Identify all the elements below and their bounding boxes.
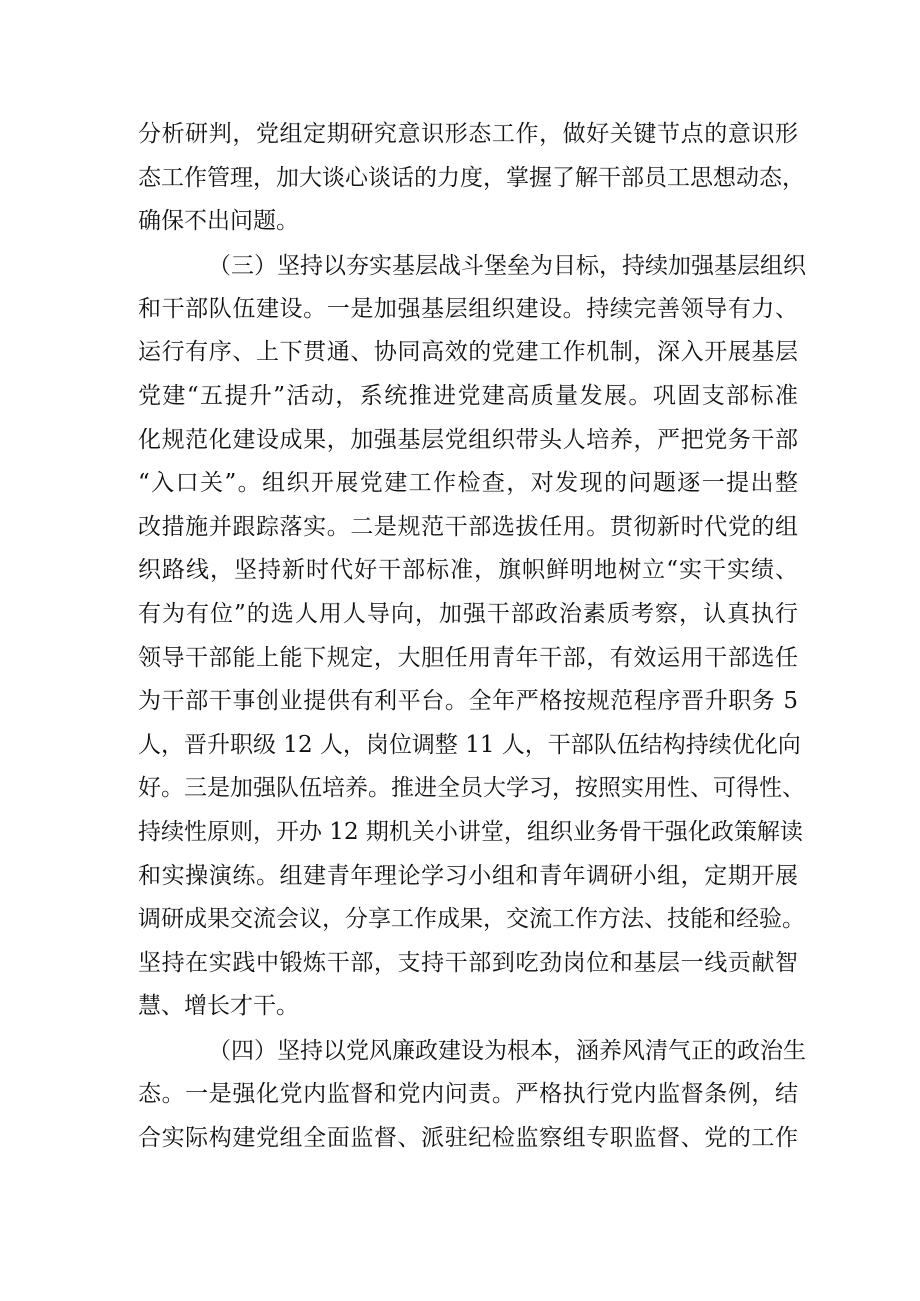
text-line: “入口关”。组织开展党建工作检查，对发现的问题逐一提出整 — [138, 470, 798, 496]
text-line: 调研成果交流会议，分享工作成果，交流工作方法、技能和经验。 — [138, 906, 805, 932]
text-line: 为干部干事创业提供有利平台。全年严格按规范程序晋升职务 5 — [138, 688, 798, 714]
text-line: 态工作管理，加大谈心谈话的力度，掌握了解干部员工思想动态， — [138, 165, 805, 191]
text-line: 态。一是强化党内监督和党内问责。严格执行党内监督条例，结 — [138, 1081, 798, 1107]
text-line: 织路线，坚持新时代好干部标准，旗帜鲜明地树立“实干实绩、 — [138, 557, 798, 583]
text-line: 分析研判，党组定期研究意识形态工作，做好关键节点的意识形 — [138, 121, 798, 147]
text-line: 化规范化建设成果，加强基层党组织带头人培养，严把党务干部 — [138, 427, 798, 453]
text-line: 确保不出问题。 — [138, 208, 299, 234]
text-line: 好。三是加强队伍培养。推进全员大学习，按照实用性、可得性、 — [138, 775, 805, 801]
text-line: 和干部队伍建设。一是加强基层组织建设。持续完善领导有力、 — [138, 296, 798, 322]
text-line: 合实际构建党组全面监督、派驻纪检监察组专职监督、党的工作 — [138, 1125, 798, 1151]
section-3-heading-line: （三）坚持以夯实基层战斗堡垒为目标，持续加强基层组织 — [208, 253, 806, 279]
text-line: 领导干部能上能下规定，大胆任用青年干部，有效运用干部选任 — [138, 645, 798, 671]
text-line: 人，晋升职级 12 人，岗位调整 11 人，干部队伍结构持续优化向 — [138, 732, 801, 758]
text-line: 坚持在实践中锻炼干部，支持干部到吃劲岗位和基层一线贡献智 — [138, 950, 798, 976]
section-4-heading-line: （四）坚持以党风廉政建设为根本，涵养风清气正的政治生 — [208, 1038, 806, 1064]
text-line: 和实操演练。组建青年理论学习小组和青年调研小组，定期开展 — [138, 863, 798, 889]
text-line: 党建“五提升”活动，系统推进党建高质量发展。巩固支部标准 — [138, 383, 798, 409]
text-line: 持续性原则，开办 12 期机关小讲堂，组织业务骨干强化政策解读 — [138, 819, 803, 845]
text-line: 有为有位”的选人用人导向，加强干部政治素质考察，认真执行 — [138, 601, 798, 627]
text-line: 运行有序、上下贯通、协同高效的党建工作机制，深入开展基层 — [138, 339, 798, 365]
text-line: 改措施并跟踪落实。二是规范干部选拔任用。贯彻新时代党的组 — [138, 514, 798, 540]
text-line: 慧、增长才干。 — [138, 993, 299, 1019]
